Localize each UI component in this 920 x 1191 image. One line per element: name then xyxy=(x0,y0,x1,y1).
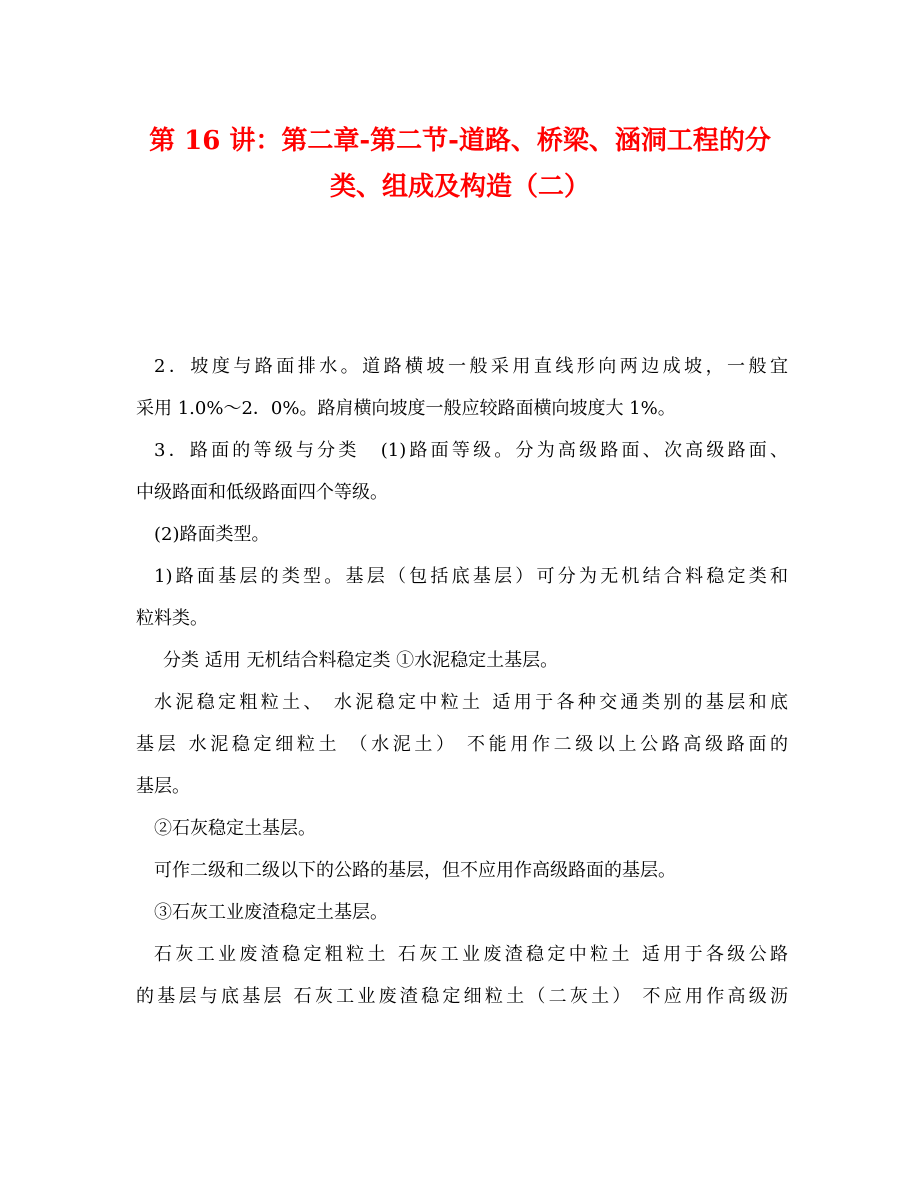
paragraph-pavement-type: (2)路面类型。 xyxy=(154,524,270,545)
paragraph-cement-stabilized-cont: 基层 水泥稳定细粒土 （水泥土） 不能用作二级以上公路高级路面的 xyxy=(136,734,788,755)
paragraph-pavement-grade-cont: 中级路面和低级路面四个等级。 xyxy=(136,482,388,503)
paragraph-lime-waste-usage: 石灰工业废渣稳定粗粒土 石灰工业废渣稳定中粒土 适用于各级公路 xyxy=(154,944,788,965)
title-line-1: 第 16 讲：第二章-第二节-道路、桥梁、涵洞工程的分 xyxy=(149,126,771,156)
paragraph-base-layer-type: 1)路面基层的类型。基层（包括底基层）可分为无机结合料稳定类和 xyxy=(154,566,788,587)
paragraph-base-layer-type-cont: 粒料类。 xyxy=(136,608,208,629)
paragraph-cement-stabilized: 水泥稳定粗粒土、 水泥稳定中粒土 适用于各种交通类别的基层和底 xyxy=(154,692,788,713)
paragraph-lime-stabilized-usage: 可作二级和二级以下的公路的基层，但不应用作高级路面的基层。 xyxy=(154,860,676,881)
paragraph-cement-stabilized-end: 基层。 xyxy=(136,776,190,797)
paragraph-slope-drainage-cont: 采用 1.0%～2．0%。路肩横向坡度一般应较路面横向坡度大 1%。 xyxy=(136,398,676,419)
paragraph-lime-waste-usage-cont: 的基层与底基层 石灰工业废渣稳定细粒土（二灰土） 不应用作高级沥 xyxy=(136,986,788,1007)
paragraph-lime-industrial-waste: ③石灰工业废渣稳定土基层。 xyxy=(154,902,388,923)
paragraph-lime-stabilized: ②石灰稳定土基层。 xyxy=(154,818,316,839)
document-body xyxy=(136,346,788,1018)
paragraph-pavement-grade: 3．路面的等级与分类 (1)路面等级。分为高级路面、次高级路面、 xyxy=(154,440,788,461)
document-title xyxy=(120,118,800,210)
paragraph-classification: 分类 适用 无机结合料稳定类 ①水泥稳定土基层。 xyxy=(163,650,559,671)
paragraph-slope-drainage: 2．坡度与路面排水。道路横坡一般采用直线形向两边成坡，一般宜 xyxy=(154,356,788,377)
title-line-2: 类、组成及构造（二） xyxy=(329,172,590,202)
